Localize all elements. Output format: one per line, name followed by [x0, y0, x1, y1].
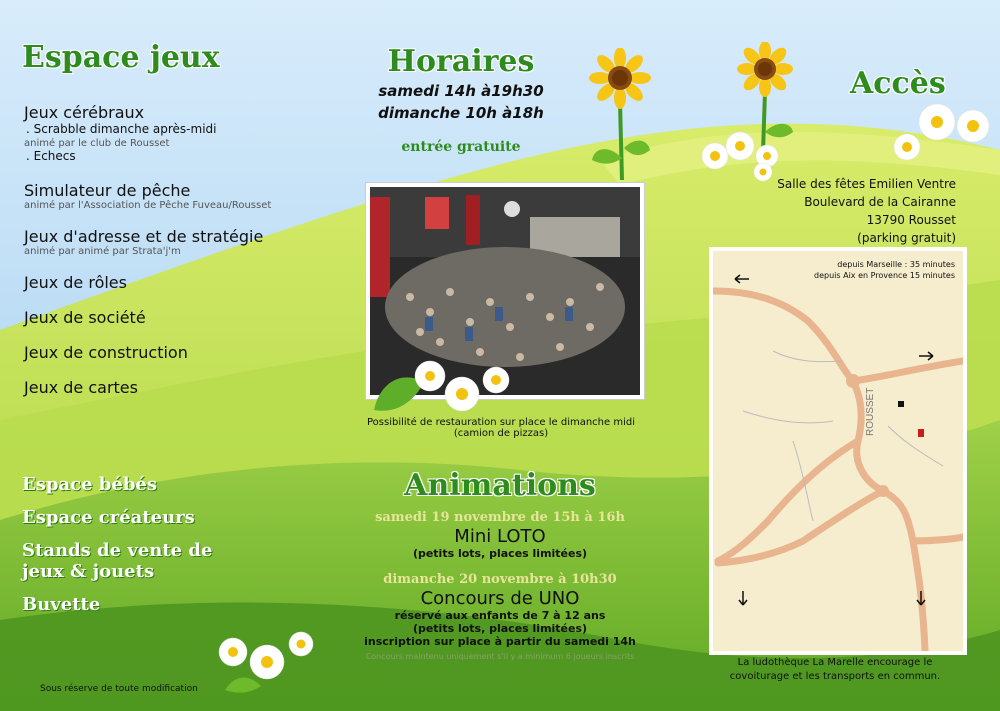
access-map [709, 247, 967, 655]
games-item: Jeux de rôles [24, 273, 127, 292]
horaires-title: Horaires [387, 44, 535, 79]
sunflower-icon [588, 48, 652, 180]
map-travel-line: depuis Aix en Provence 15 minutes [814, 271, 955, 280]
acces-title: Accès [850, 66, 946, 101]
games-list [24, 103, 344, 397]
entree-gratuite: entrée gratuite [401, 139, 521, 155]
anim-date: samedi 19 novembre de 15h à 16h [375, 510, 625, 525]
daisy-cluster-icon [695, 100, 995, 185]
address-line: Boulevard de la Cairanne [804, 195, 956, 209]
games-item: Jeux de cartes [24, 378, 138, 397]
animations-title: Animations [404, 468, 596, 503]
espace-list [22, 474, 282, 615]
stands-vente-2: jeux & jouets [22, 561, 155, 582]
games-item: Simulateur de pêche [24, 181, 191, 200]
address-line: (parking gratuit) [857, 231, 956, 245]
anim-name: Mini LOTO [454, 526, 546, 547]
anim-desc: inscription sur place à partir du samedi 14h [364, 635, 636, 648]
anim-name: Concours de UNO [420, 588, 580, 609]
photo-caption-line: (camion de pizzas) [453, 428, 549, 439]
games-subitem: . Echecs [26, 149, 76, 163]
buvette: Buvette [22, 594, 101, 615]
espace-jeux-title: Espace jeux [22, 40, 220, 75]
stands-vente: Stands de vente de [22, 540, 213, 561]
games-item: Jeux de construction [24, 343, 188, 362]
covoiturage-line: covoiturage et les transports en commun. [729, 671, 941, 682]
map-travel-times [814, 259, 955, 281]
espace-bebes: Espace bébés [22, 474, 157, 495]
games-note: animé par l'Association de Pêche Fuveau/Rousset [24, 200, 272, 211]
covoiturage-line: La ludothèque La Marelle encourage le [737, 657, 933, 668]
map-travel-line: depuis Marseille : 35 minutes [837, 260, 955, 269]
road-map [713, 251, 963, 651]
hours-sunday: dimanche 10h à18h [378, 104, 544, 122]
anim-desc: (petits lots, places limitées) [412, 547, 588, 560]
daisy-cluster-icon [215, 630, 325, 696]
map-town-label: ROUSSET [865, 387, 876, 436]
anim-note: Concours maintenu uniquement s'il y a minimum 6 joueurs inscrits [365, 652, 635, 661]
photo-caption [356, 417, 646, 439]
games-item: Jeux cérébraux [24, 103, 145, 122]
games-item: Jeux d'adresse et de stratégie [24, 227, 264, 246]
anim-date: dimanche 20 novembre à 10h30 [383, 572, 617, 587]
hours-saturday: samedi 14h à19h30 [378, 82, 544, 100]
anim-desc: réservé aux enfants de 7 à 12 ans [394, 609, 606, 622]
daisy-cluster-icon [372, 352, 517, 416]
footer-note: Sous réserve de toute modification [40, 684, 198, 694]
address-block [700, 175, 956, 247]
covoiturage-note [700, 656, 970, 684]
anim-desc: (petits lots, places limitées) [412, 622, 588, 635]
animations-list [350, 510, 650, 661]
espace-createurs: Espace créateurs [22, 507, 195, 528]
address-line: 13790 Rousset [866, 213, 956, 227]
address-line: Salle des fêtes Emilien Ventre [777, 177, 956, 191]
games-note: animé par le club de Rousset [24, 138, 170, 149]
games-subitem: . Scrabble dimanche après-midi [26, 122, 217, 136]
games-item: Jeux de société [24, 308, 146, 327]
games-note: animé par animé par Strata'j'm [24, 246, 181, 257]
photo-caption-line: Possibilité de restauration sur place le dimanche midi [367, 417, 635, 428]
